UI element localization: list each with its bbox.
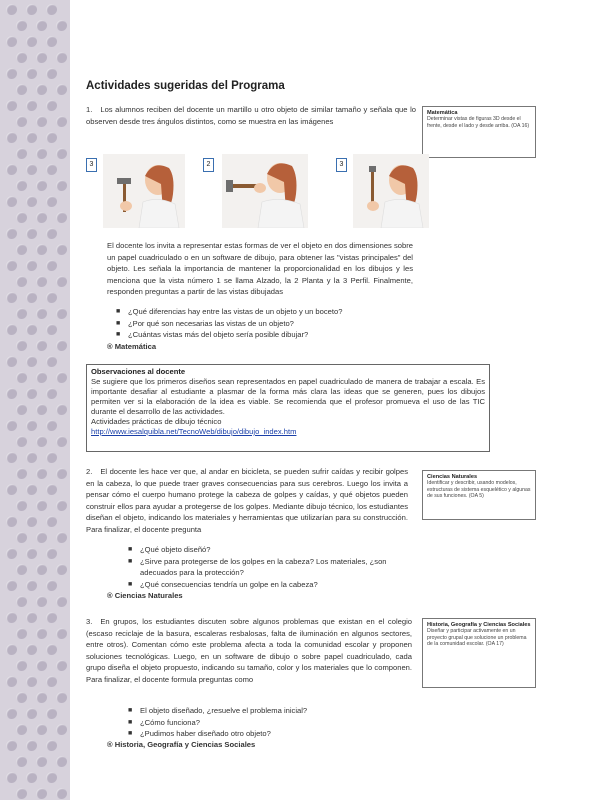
activity-1-question: ■ ¿Cuántas vistas más del objeto sería posible dibujar? xyxy=(116,330,309,339)
notebook-binding xyxy=(0,0,70,800)
binding-ring xyxy=(36,340,47,351)
binding-ring xyxy=(26,452,37,463)
binding-ring xyxy=(36,148,47,159)
binding-ring xyxy=(56,372,67,383)
activity-2-body xyxy=(86,466,408,535)
binding-ring xyxy=(6,4,17,15)
activity-1-intro xyxy=(86,104,416,127)
binding-ring xyxy=(56,724,67,735)
binding-ring xyxy=(56,148,67,159)
binding-ring xyxy=(46,612,57,623)
observations-text: Se sugiere que los primeros diseños sean representados en papel cuadriculado de manera de trabajar a escala. Es importante desafiar al estudiante a plasmar de la forma más clara las ideas que se generen, pues los dibujos permiten ver si la elaboración de la idea es viable. Se recomienda que el profesor promueva el uso de las TIC durante el desarrollo de las actividades. xyxy=(91,377,485,416)
binding-ring xyxy=(46,228,57,239)
activity-2-number: 2. xyxy=(86,467,93,476)
binding-ring xyxy=(36,372,47,383)
binding-ring xyxy=(36,564,47,575)
binding-ring xyxy=(6,516,17,527)
binding-ring xyxy=(6,420,17,431)
activity-3-question: ■ ¿Pudimos haber diseñado otro objeto? xyxy=(128,729,271,738)
activity-1-sidebar-text: Determinar vistas de figuras 3D desde el frente, desde el lado y desde arriba. (OA 16) xyxy=(427,116,530,129)
binding-ring xyxy=(46,356,57,367)
binding-ring xyxy=(16,692,27,703)
binding-ring xyxy=(26,388,37,399)
binding-ring xyxy=(56,788,67,799)
activity-2-subject: ® Ciencias Naturales xyxy=(107,591,183,600)
binding-ring xyxy=(36,436,47,447)
activity-3-sidebar xyxy=(422,618,536,688)
binding-ring xyxy=(6,324,17,335)
binding-ring xyxy=(26,708,37,719)
binding-ring xyxy=(26,36,37,47)
binding-ring xyxy=(6,356,17,367)
binding-ring xyxy=(16,276,27,287)
binding-ring xyxy=(56,756,67,767)
binding-ring xyxy=(26,4,37,15)
binding-ring xyxy=(6,548,17,559)
binding-ring xyxy=(16,436,27,447)
binding-ring xyxy=(46,708,57,719)
binding-ring xyxy=(56,628,67,639)
page-title: Actividades sugeridas del Programa xyxy=(86,80,285,92)
binding-ring xyxy=(26,324,37,335)
binding-ring xyxy=(26,772,37,783)
binding-ring xyxy=(16,212,27,223)
binding-ring xyxy=(56,692,67,703)
binding-ring xyxy=(46,516,57,527)
binding-ring xyxy=(26,612,37,623)
binding-ring xyxy=(16,660,27,671)
binding-ring xyxy=(46,644,57,655)
binding-ring xyxy=(16,468,27,479)
activity-3-body-text: En grupos, los estudiantes discuten sobre algunos problemas que existan en el colegio (escaso reciclaje de la basura, escaleras resbalosas, falta de iluminación en algunos sectores, entre otros). Comentan cómo este problema afecta a toda la comunidad escolar y proponen soluciones tecnológicas. Luego, en un software de dibujo o sobre papel cuadriculado, cada grupo diseña el objeto propuesto, indicando su tamaño, color y los materiales que lo componen. Para finalizar, el docente formula preguntas como xyxy=(86,617,412,684)
binding-ring xyxy=(26,420,37,431)
activity-1-questions xyxy=(116,306,418,341)
binding-ring xyxy=(16,724,27,735)
binding-ring xyxy=(16,372,27,383)
binding-ring xyxy=(36,308,47,319)
binding-ring xyxy=(26,292,37,303)
binding-ring xyxy=(56,532,67,543)
binding-ring xyxy=(46,4,57,15)
observations-resources-label: Actividades prácticas de dibujo técnico xyxy=(91,417,222,426)
activity-2-question: ■ ¿Qué objeto diseñó? xyxy=(128,545,211,554)
binding-ring xyxy=(36,468,47,479)
binding-ring xyxy=(36,52,47,63)
binding-ring xyxy=(16,116,27,127)
binding-ring xyxy=(16,756,27,767)
binding-ring xyxy=(16,628,27,639)
binding-ring xyxy=(16,148,27,159)
binding-ring xyxy=(6,708,17,719)
binding-ring xyxy=(26,164,37,175)
binding-ring xyxy=(36,116,47,127)
document-page xyxy=(70,0,600,800)
binding-ring xyxy=(46,196,57,207)
binding-ring xyxy=(46,36,57,47)
binding-ring xyxy=(46,772,57,783)
binding-ring xyxy=(16,404,27,415)
binding-ring xyxy=(46,580,57,591)
activity-1-intro-text: Los alumnos reciben del docente un martillo u otro objeto de similar tamaño y señala que lo observen desde tres ángulos distintos, como se muestra en las imágenes xyxy=(86,105,416,126)
binding-ring xyxy=(16,244,27,255)
binding-ring xyxy=(56,212,67,223)
binding-ring xyxy=(56,436,67,447)
binding-ring xyxy=(56,84,67,95)
binding-ring xyxy=(36,756,47,767)
binding-ring xyxy=(36,532,47,543)
image-1-number: 3 xyxy=(86,158,97,172)
binding-ring xyxy=(46,324,57,335)
binding-ring xyxy=(56,244,67,255)
binding-ring xyxy=(26,100,37,111)
binding-ring xyxy=(6,36,17,47)
binding-ring xyxy=(26,548,37,559)
activity-2-questions xyxy=(128,544,408,590)
image-1-girl-holding-hammer xyxy=(103,154,185,228)
binding-ring xyxy=(56,340,67,351)
binding-ring xyxy=(56,564,67,575)
binding-ring xyxy=(16,596,27,607)
binding-ring xyxy=(36,404,47,415)
binding-ring xyxy=(56,308,67,319)
binding-ring xyxy=(46,388,57,399)
binding-ring xyxy=(36,788,47,799)
binding-ring xyxy=(16,308,27,319)
binding-ring xyxy=(46,452,57,463)
activity-2-question: ■ ¿Sirve para protegerse de los golpes en la cabeza? Los materiales, ¿son adecuados para la protección? xyxy=(128,556,387,577)
observations-heading: Observaciones al docente xyxy=(91,367,186,376)
binding-ring xyxy=(26,68,37,79)
binding-ring xyxy=(6,132,17,143)
binding-ring xyxy=(36,20,47,31)
binding-ring xyxy=(26,196,37,207)
binding-ring xyxy=(46,164,57,175)
binding-ring xyxy=(46,420,57,431)
binding-ring xyxy=(6,68,17,79)
binding-ring xyxy=(6,260,17,271)
activity-1-question: ■ ¿Por qué son necesarias las vistas de un objeto? xyxy=(116,318,294,328)
binding-ring xyxy=(6,580,17,591)
binding-ring xyxy=(56,468,67,479)
binding-ring xyxy=(6,100,17,111)
activity-2-question: ■ ¿Qué consecuencias tendría un golpe en la cabeza? xyxy=(128,579,318,589)
binding-ring xyxy=(36,84,47,95)
binding-ring xyxy=(26,676,37,687)
binding-ring xyxy=(16,532,27,543)
binding-ring xyxy=(56,596,67,607)
binding-ring xyxy=(26,580,37,591)
binding-ring xyxy=(56,180,67,191)
binding-ring xyxy=(36,724,47,735)
binding-ring xyxy=(46,100,57,111)
binding-ring xyxy=(56,660,67,671)
binding-ring xyxy=(6,228,17,239)
binding-ring xyxy=(36,692,47,703)
image-3-number: 3 xyxy=(336,158,347,172)
binding-ring xyxy=(16,180,27,191)
binding-ring xyxy=(36,628,47,639)
binding-ring xyxy=(36,244,47,255)
activity-1-sidebar xyxy=(422,106,536,158)
activity-3-number: 3. xyxy=(86,617,93,626)
binding-ring xyxy=(6,388,17,399)
binding-ring xyxy=(46,676,57,687)
binding-ring xyxy=(46,484,57,495)
binding-ring xyxy=(36,180,47,191)
binding-ring xyxy=(6,452,17,463)
binding-ring xyxy=(6,740,17,751)
binding-ring xyxy=(36,500,47,511)
activity-2-sidebar xyxy=(422,470,536,520)
binding-ring xyxy=(26,228,37,239)
binding-ring xyxy=(26,132,37,143)
binding-ring xyxy=(36,212,47,223)
binding-ring xyxy=(46,548,57,559)
binding-ring xyxy=(16,500,27,511)
binding-ring xyxy=(26,260,37,271)
binding-ring xyxy=(6,196,17,207)
activity-3-subject: ® Historia, Geografía y Ciencias Sociales xyxy=(107,740,256,749)
binding-ring xyxy=(56,404,67,415)
binding-ring xyxy=(56,500,67,511)
binding-ring xyxy=(26,740,37,751)
binding-ring xyxy=(56,52,67,63)
binding-ring xyxy=(16,788,27,799)
activity-2-sidebar-heading: Ciencias Naturales xyxy=(427,474,478,480)
binding-ring xyxy=(46,292,57,303)
activity-3-questions xyxy=(128,705,408,740)
binding-ring xyxy=(6,164,17,175)
binding-ring xyxy=(16,564,27,575)
binding-ring xyxy=(16,20,27,31)
activity-1-subject: ® Matemática xyxy=(107,342,157,351)
binding-ring xyxy=(26,516,37,527)
teacher-observations-box xyxy=(86,364,490,452)
activity-1-number: 1. xyxy=(86,105,93,114)
binding-ring xyxy=(16,84,27,95)
activity-3-question: ■ ¿Cómo funciona? xyxy=(128,717,200,727)
activity-3-body xyxy=(86,616,412,685)
image-2-number: 2 xyxy=(203,158,214,172)
binding-ring xyxy=(6,644,17,655)
binding-ring xyxy=(16,52,27,63)
binding-ring xyxy=(6,612,17,623)
binding-ring xyxy=(36,596,47,607)
binding-ring xyxy=(6,292,17,303)
binding-ring xyxy=(26,644,37,655)
image-3-girl-holding-hammer xyxy=(353,154,429,228)
binding-ring xyxy=(6,484,17,495)
binding-ring xyxy=(56,276,67,287)
activity-3-sidebar-text: Diseñar y participar activamente en un proyecto grupal que solucione un problema de la comunidad escolar. (OA 17) xyxy=(427,628,527,648)
activity-1-body: El docente los invita a representar estas formas de ver el objeto en dos dimensiones sobre un papel cuadriculado o en un software de dibujo, para obtener las "vistas principales" del objeto. Les señala la importancia de mantener la proporcionalidad en los dibujos y les menciona que la vista número 1 se llama Alzado, la 2 Planta y la 3 Perfil. Finalmente, responden preguntas a partir de las vistas dibujadas xyxy=(107,241,413,296)
binding-ring xyxy=(56,20,67,31)
binding-ring xyxy=(6,772,17,783)
image-2-girl-holding-hammer xyxy=(222,154,308,228)
activity-2-body-text: El docente les hace ver que, al andar en bicicleta, se pueden sufrir caídas y recibir golpes en la cabeza, lo que puede traer graves consecuencias para sus cerebros. Luego los invita a pensar cómo el cuerpo humano protege la cabeza de golpes y caídas, y qué objetos pueden construir ellos para ayudar a protegerse de los golpes. Mediante dibujo técnico, los estudiantes diseñan el objeto, indicando los materiales y herramientas que utilizarían para su construcción. Para finalizar, el docente pregunta xyxy=(86,467,408,534)
binding-ring xyxy=(36,660,47,671)
activity-1-question: ■ ¿Qué diferencias hay entre las vistas de un objeto y un boceto? xyxy=(116,307,343,316)
binding-ring xyxy=(56,116,67,127)
activity-1-sidebar-heading: Matemática xyxy=(427,110,458,116)
activity-3-sidebar-heading: Historia, Geografía y Ciencias Sociales xyxy=(427,622,531,628)
binding-ring xyxy=(46,68,57,79)
binding-ring xyxy=(26,484,37,495)
binding-ring xyxy=(46,260,57,271)
binding-ring xyxy=(36,276,47,287)
activity-3-question: ■ El objeto diseñado, ¿resuelve el problema inicial? xyxy=(128,706,308,715)
binding-ring xyxy=(16,340,27,351)
binding-ring xyxy=(46,132,57,143)
activity-2-sidebar-text: Identificar y describir, usando modelos, estructuras de sistema esquelético y algunas de sus funciones. (OA 5) xyxy=(427,480,531,500)
binding-ring xyxy=(46,740,57,751)
binding-ring xyxy=(6,676,17,687)
binding-ring xyxy=(26,356,37,367)
dibujo-tecnico-link[interactable]: http://www.iesalquibla.net/TecnoWeb/dibujo/dibujo_index.htm xyxy=(91,427,297,436)
